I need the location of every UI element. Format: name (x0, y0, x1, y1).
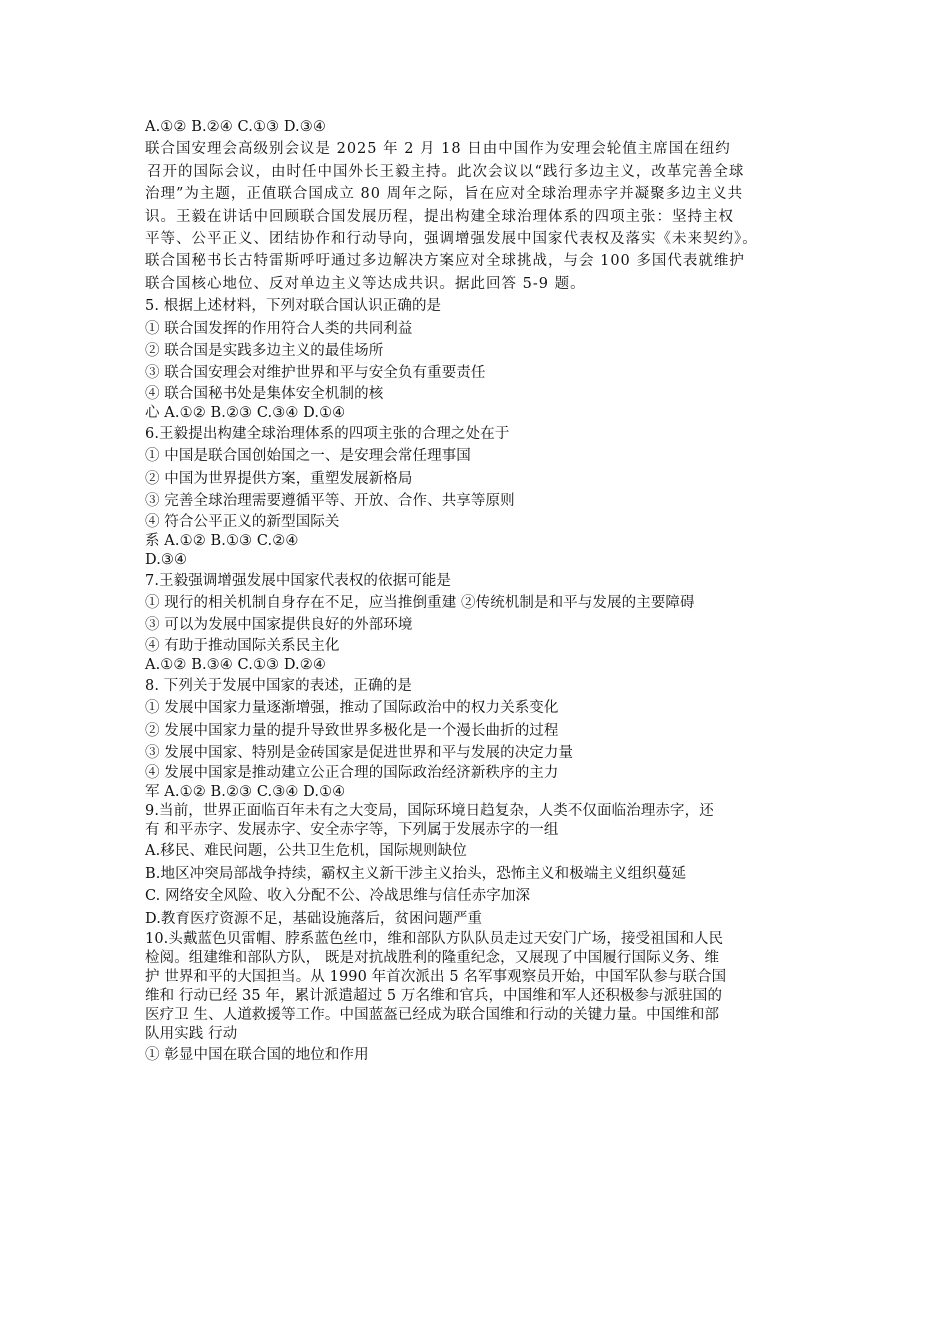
material-line: 治理”为主题，正值联合国成立 80 周年之际，旨在应对全球治理赤字并凝聚多边主义共 (145, 186, 744, 203)
question-stem: 8. 下列关于发展中国家的表述，正确的是 (145, 677, 412, 694)
option: ③ 可以为发展中国家提供良好的外部环境 (145, 617, 413, 634)
material-line: 联合国秘书长古特雷斯呼吁通过多边解决方案应对全球挑战，与会 100 多国代表就维护 (145, 253, 745, 270)
answer-choices: A.①② B.③④ C.①③ D.②④ (145, 656, 326, 673)
material-line: 联合国安理会高级别会议是 2025 年 2 月 18 日由中国作为安理会轮值主席国在纽约 (145, 141, 731, 158)
material-line: 识。王毅在讲话中回顾联合国发展历程，提出构建全球治理体系的四项主张：坚持主权 (145, 208, 734, 225)
material-line: 召开的国际会议，由时任中国外长王毅主持。此次会议以“践行多边主义，改革完善全球 (147, 163, 745, 180)
question-stem: 护 世界和平的大国担当。从 1990 年首次派出 5 名军事观察员开始，中国军队参与联合国 (145, 968, 727, 985)
answer-choices: 系 A.①② B.①③ C.②④ (145, 532, 299, 549)
option: ④ 符合公平正义的新型国际关 (145, 513, 340, 530)
option: ① 中国是联合国创始国之一、是安理会常任理事国 (145, 448, 471, 465)
option: C. 网络安全风险、收入分配不公、冷战思维与信任赤字加深 (145, 888, 531, 905)
option: B.地区冲突局部战争持续，霸权主义新干涉主义抬头，恐怖主义和极端主义组织蔓延 (145, 865, 687, 882)
prev-answer-options: A.①② B.②④ C.①③ D.③④ (145, 119, 326, 135)
material-passage (145, 138, 825, 295)
option: ③ 联合国安理会对维护世界和平与安全负有重要责任 (145, 365, 486, 382)
question-stem: 队用实践 行动 (145, 1025, 238, 1042)
question-stem: 维和 行动已经 35 年，累计派遣超过 5 万名维和官兵，中国维和军人还积极参与派驻国的 (145, 987, 723, 1004)
question-stem: 医疗卫 生、人道救援等工作。中国蓝盔已经成为联合国维和行动的关键力量。中国维和部 (145, 1006, 720, 1023)
option: ③ 发展中国家、特别是金砖国家是促进世界和平与发展的决定力量 (145, 744, 574, 761)
question-stem: 检阅。组建维和部队方队， 既是对抗战胜利的隆重纪念，又展现了中国履行国际义务、维 (145, 949, 720, 966)
option: D.教育医疗资源不足，基础设施落后，贫困问题严重 (145, 910, 483, 927)
exam-page (145, 116, 825, 1066)
question-stem: 6.王毅提出构建全球治理体系的四项主张的合理之处在于 (145, 425, 510, 442)
answer-choices: D.③④ (145, 551, 188, 568)
option: ③ 完善全球治理需要遵循平等、开放、合作、共享等原则 (145, 493, 515, 510)
option: A.移民、难民问题，公共卫生危机，国际规则缺位 (145, 843, 467, 860)
question-8 (145, 675, 825, 803)
option: ② 中国为世界提供方案，重塑发展新格局 (145, 470, 413, 487)
question-9 (145, 802, 825, 930)
question-10 (145, 930, 825, 1066)
material-line: 联合国核心地位、反对单边主义等达成共识。据此回答 5-9 题。 (145, 275, 586, 292)
option: ① 现行的相关机制自身存在不足，应当推倒重建 ②传统机制是和平与发展的主要障碍 (145, 594, 695, 611)
option: ④ 联合国秘书处是集体安全机制的核 (145, 385, 384, 402)
option: ① 彰显中国在联合国的地位和作用 (145, 1046, 369, 1063)
question-stem: 5. 根据上述材料，下列对联合国认识正确的是 (145, 298, 442, 315)
question-stem: 10.头戴蓝色贝雷帽、脖系蓝色丝巾，维和部队方队队员走过天安门广场，接受祖国和人民 (145, 930, 724, 947)
question-7 (145, 570, 825, 675)
question-stem: 7.王毅强调增强发展中国家代表权的依据可能是 (145, 572, 452, 589)
question-stem: 9.当前，世界正面临百年未有之大变局，国际环境日趋复杂，人类不仅面临治理赤字，还 (145, 803, 714, 820)
material-line: 平等、公平正义、团结协作和行动导向，强调增强发展中国家代表权及落实《未来契约》。 (145, 231, 758, 248)
question-5 (145, 295, 825, 423)
option: ② 联合国是实践多边主义的最佳场所 (145, 343, 384, 360)
option: ① 联合国发挥的作用符合人类的共同利益 (145, 320, 413, 337)
option: ④ 有助于推动国际关系民主化 (145, 637, 340, 654)
question-stem: 有 和平赤字、发展赤字、安全赤字等，下列属于发展赤字的一组 (145, 822, 559, 839)
option: ④ 发展中国家是推动建立公正合理的国际政治经济新秩序的主力 (145, 765, 559, 782)
question-6 (145, 423, 825, 570)
option: ② 发展中国家力量的提升导致世界多极化是一个漫长曲折的过程 (145, 722, 559, 739)
answer-choices: 心 A.①② B.②③ C.③④ D.①④ (145, 404, 346, 421)
option: ① 发展中国家力量逐渐增强，推动了国际政治中的权力关系变化 (145, 700, 559, 717)
answer-choices: 军 A.①② B.②③ C.③④ D.①④ (145, 784, 346, 801)
